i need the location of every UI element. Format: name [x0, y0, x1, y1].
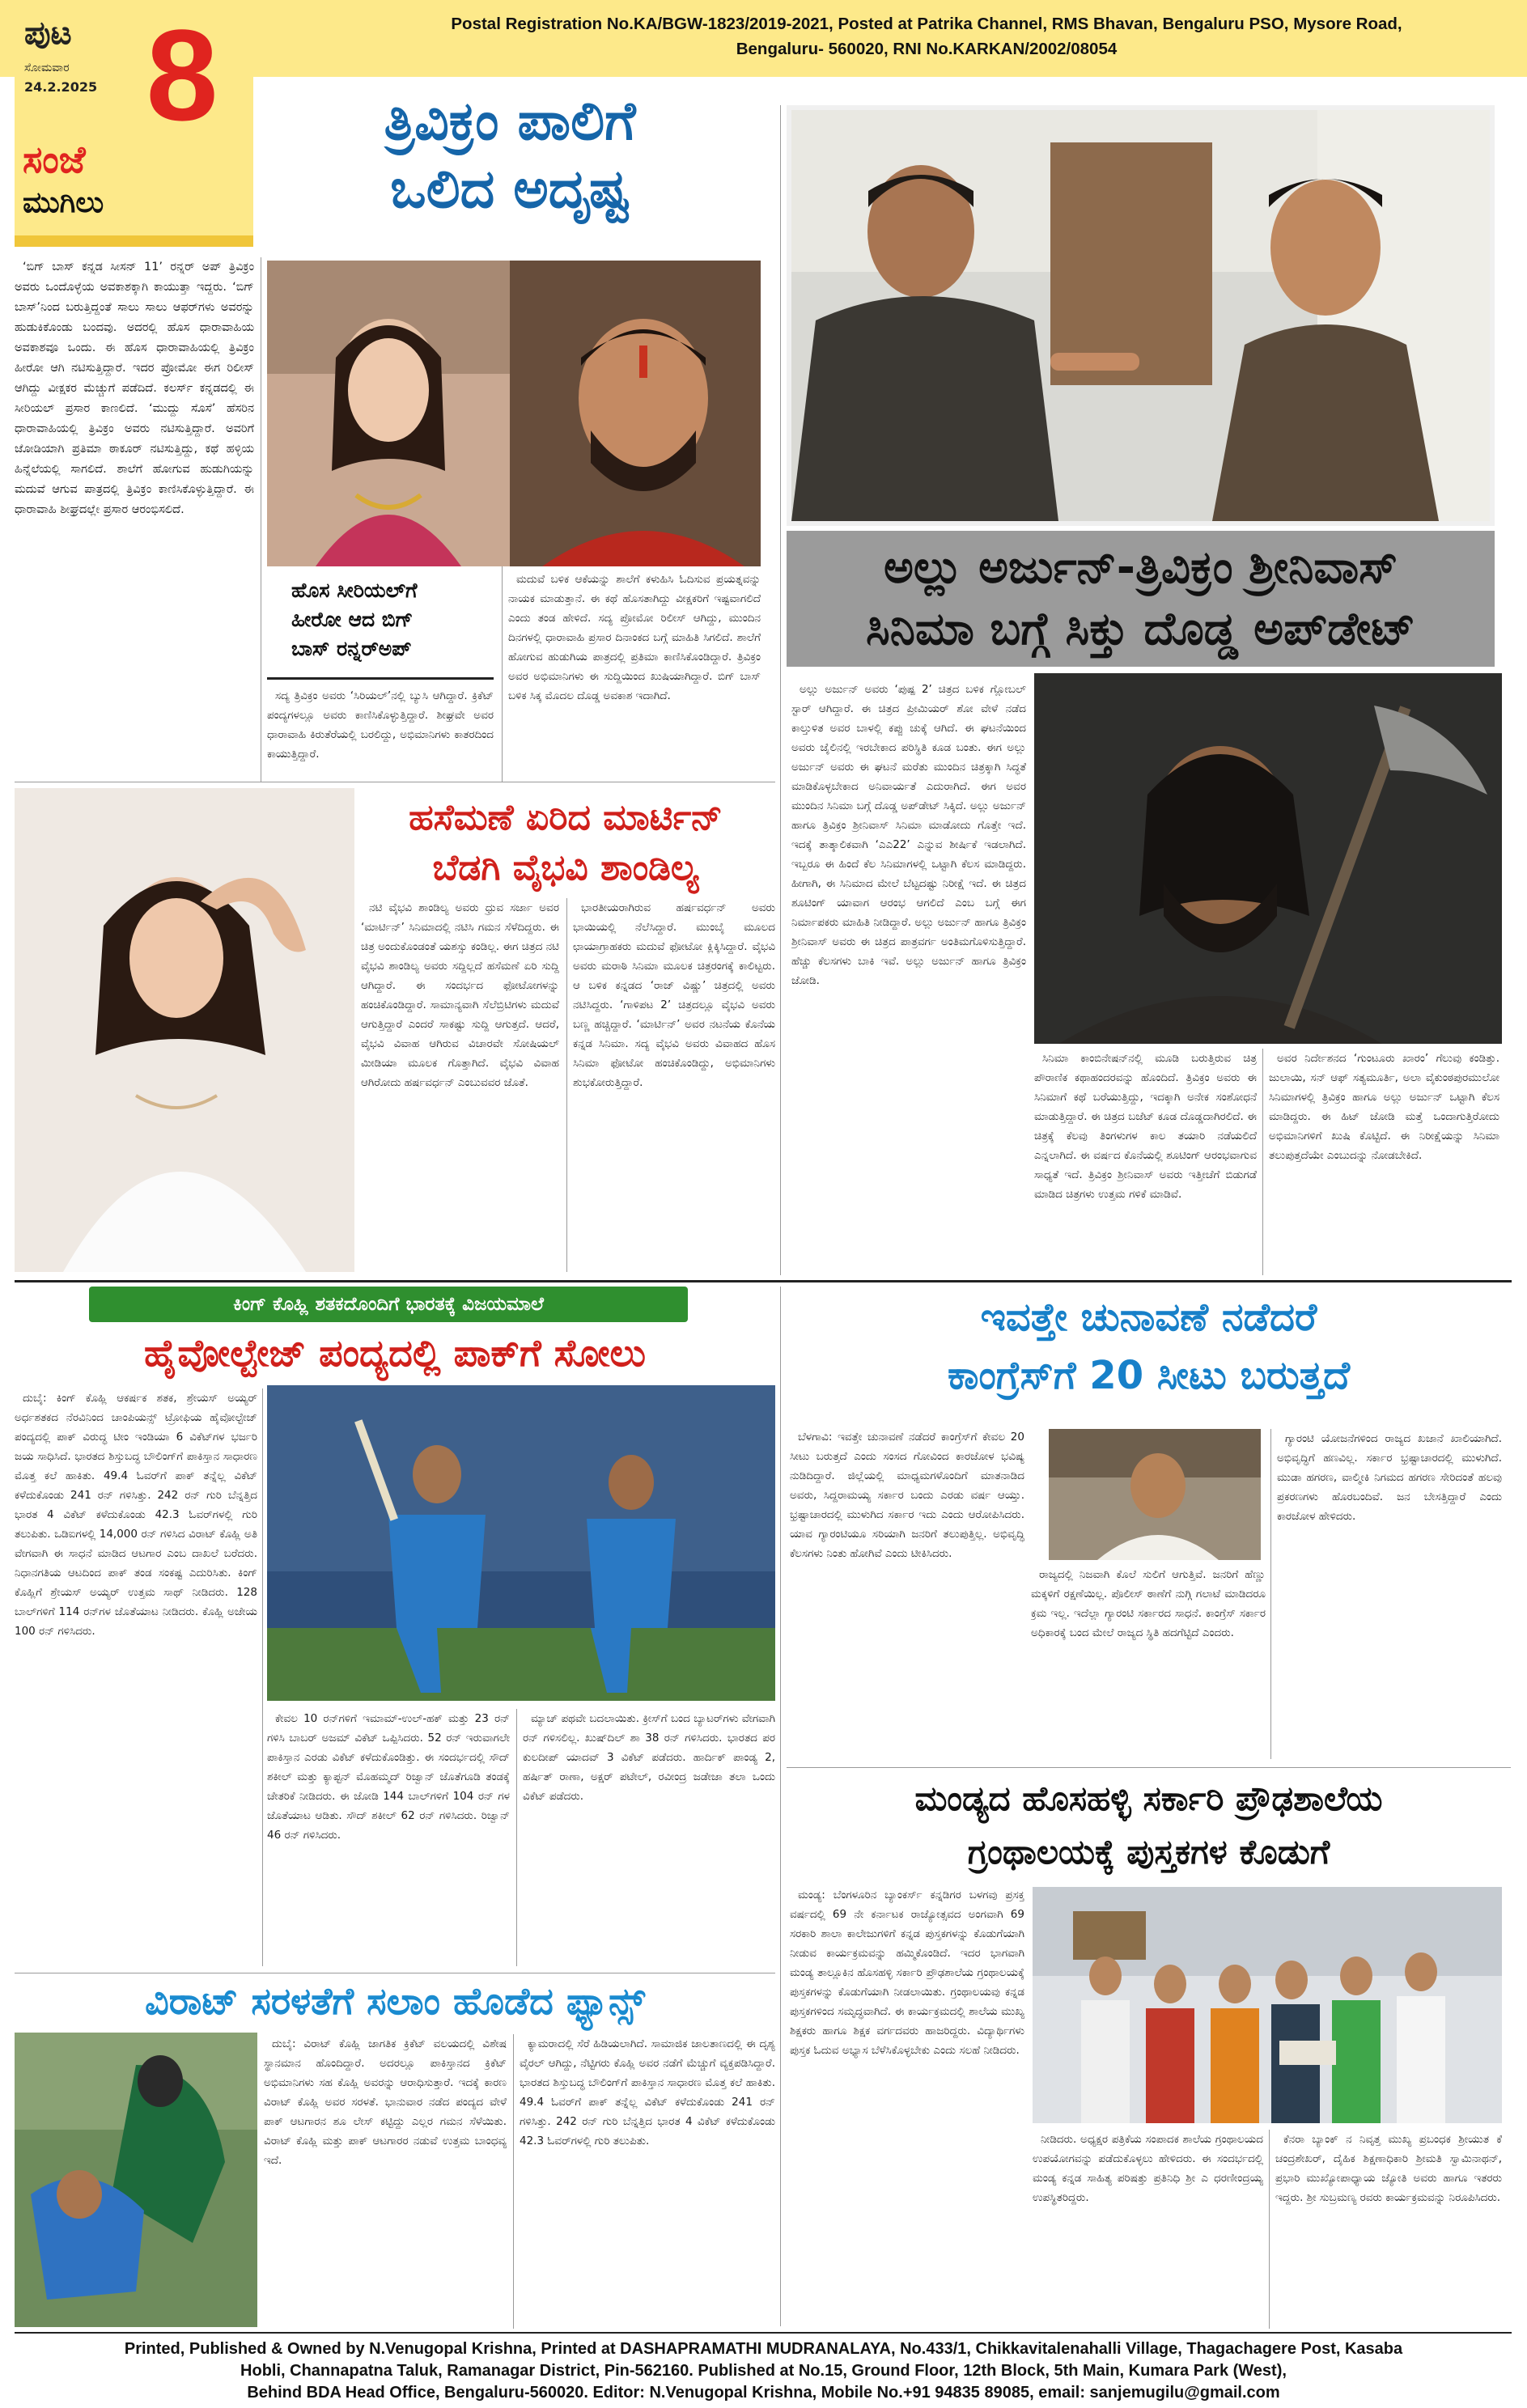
pushpa-poster-photo	[1034, 673, 1502, 1044]
story4-col2-text: ಕೇವಲ 10 ರನ್‌ಗಳಿಗೆ ಇಮಾಮ್-ಉಲ್-ಹಕ್ ಮತ್ತು 23 ರನ್ ಗಳಿಸಿ ಬಾಬರ್ ಅಜಮ್ ವಿಕೆಟ್ ಒಪ್ಪಿಸಿದರು. 52 ರನ್ ಇರುವಾಗಲೇ ಪಾಕಿಸ್ತಾನ ಎರಡು ವಿಕೆಟ್ ಕಳೆದುಕೊಂಡಿತ್ತು. ಈ ಸಂದರ್ಭದಲ್ಲಿ ಸೌದ್ ಶಕೀಲ್ ಮತ್ತು ಕ್ಯಾಪ್ಟನ್ ಮೊಹಮ್ಮದ್ ರಿಜ್ವಾನ್ ಜೊತೆಗೂಡಿ ತಂಡಕ್ಕೆ ಚೇತರಿಕೆ ನೀಡಿದರು. ಈ ಜೋಡಿ 144 ಬಾಲ್‌ಗಳಿಗೆ 104 ರನ್ ಗಳ ಜೊತೆಯಾಟ ಆಡಿತು. ಸೌದ್ ಶಕೀಲ್ 62 ರನ್ ಗಳಿಸಿದರು. ರಿಜ್ವಾನ್ 46 ರನ್ ಗಳಿಸಿದರು.	[267, 1712, 510, 1842]
footer-line2: Hobli, Channapatna Taluk, Ramanagar District, Pin-562160. Published at No.15, Ground Floor, 12th Block, 5th Main, Kumara Park (West),	[240, 2362, 1287, 2380]
story5-col1	[790, 1427, 1024, 1759]
virat-shoelace-photo	[15, 2033, 257, 2327]
story2-col3-text: ಅವರ ನಿರ್ದೇಶನದ ‘ಗುಂಟೂರು ಖಾರಂ’ ಗೆಲುವು ಕಂಡಿತ್ತು. ಜುಲಾಯಿ, ಸನ್ ಆಫ್ ಸತ್ಯಮೂರ್ತಿ, ಅಲಾ ವೈಕುಂಠಪುರಮುಲೋ ಸಿನಿಮಾಗಳಲ್ಲಿ ತ್ರಿವಿಕ್ರಂ ಹಾಗೂ ಅಲ್ಲು ಅರ್ಜುನ್ ಒಟ್ಟಾಗಿ ಕೆಲಸ ಮಾಡಿದ್ದರು. ಈ ಹಿಟ್ ಜೋಡಿ ಮತ್ತೆ ಒಂದಾಗುತ್ತಿರೋದು ಅಭಿಮಾನಿಗಳಿಗೆ ಖುಷಿ ಕೊಟ್ಟಿದೆ. ಈ ನಿರೀಕ್ಷೆಯನ್ನು ಸಿನಿಮಾ ತಲುಪುತ್ತದೆಯೇ ಎಂಬುದನ್ನು ನೋಡಬೇಕಿದೆ.	[1269, 1052, 1499, 1162]
caption-line3: ಬಾಸ್ ರನ್ನರ್‌ಅಪ್	[291, 637, 412, 660]
story3-headline	[356, 793, 775, 893]
paper-name-line1: ಸಂಜೆ	[23, 138, 86, 181]
story6-col2-text: ನೀಡಿದರು. ಅಧ್ಯಕ್ಷರ ಪತ್ರಿಕೆಯ ಸಂಪಾದಕ ಶಾಲೆಯ ಗ್ರಂಥಾಲಯದ ಉಪಯೋಗವನ್ನು ಪಡೆದುಕೊಳ್ಳಲು ಹೇಳಿದರು. ಈ ಸಂದರ್ಭದಲ್ಲಿ ಮಂಡ್ಯ ಕನ್ನಡ ಸಾಹಿತ್ಯ ಪರಿಷತ್ತು ಪ್ರತಿನಿಧಿ ಶ್ರೀ ಎ ಧರಣೀಂದ್ರಯ್ಯ ಉಪಸ್ಥಿತರಿದ್ದರು.	[1033, 2133, 1263, 2204]
karjol-photo	[1049, 1429, 1261, 1560]
footer-rule	[15, 2332, 1512, 2334]
issue-date: 24.2.2025	[24, 79, 98, 95]
story5-col3	[1277, 1429, 1502, 1759]
story6-col1	[790, 1885, 1024, 2329]
story5-headline-line1: ಇವತ್ತೇ ಚುನಾವಣೆ ನಡೆದರೆ	[980, 1295, 1317, 1340]
story5-headline-line2: ಕಾಂಗ್ರೆಸ್‌ಗೆ 20 ಸೀಟು ಬರುತ್ತದೆ	[947, 1353, 1351, 1398]
story7-col2	[520, 2034, 775, 2329]
story3-headline-line1: ಹಸೆಮಣೆ ಏರಿದ ಮಾರ್ಟಿನ್	[409, 797, 723, 838]
story2-col1-text: ಅಲ್ಲು ಅರ್ಜುನ್ ಅವರು ‘ಪುಷ್ಪ 2’ ಚಿತ್ರದ ಬಳಿಕ ಗ್ಲೋಬಲ್ ಸ್ಟಾರ್ ಆಗಿದ್ದಾರೆ. ಈ ಚಿತ್ರದ ಪ್ರೀಮಿಯರ್ ಶೋ ವೇಳೆ ನಡೆದ ಕಾಲ್ತುಳಿತ ಅವರ ಬಾಳಲ್ಲಿ ಕಪ್ಪು ಚುಕ್ಕೆ ಆಗಿದೆ. ಈ ಘಟನೆಯಿಂದ ಅವರು ಜೈಲಿನಲ್ಲಿ ಇರಬೇಕಾದ ಪರಿಸ್ಥಿತಿ ಕೂಡ ಬಂತು. ಈಗ ಅಲ್ಲು ಅರ್ಜುನ್ ಅವರು ಈ ಘಟನೆ ಮರೆತು ಮುಂದಿನ ಚಿತ್ರಕ್ಕಾಗಿ ಸಿದ್ಧತೆ ಮಾಡಿಕೊಳ್ಳಬೇಕಾದ ಅನಿವಾರ್ಯತೆ ಎದುರಾಗಿದೆ. ಈಗ ಅವರ ಮುಂದಿನ ಸಿನಿಮಾ ಬಗ್ಗೆ ದೊಡ್ಡ ಅಪ್‌ಡೇಟ್ ಸಿಕ್ಕಿದೆ. ಅಲ್ಲು ಅರ್ಜುನ್ ಹಾಗೂ ತ್ರಿವಿಕ್ರಂ ಶ್ರೀನಿವಾಸ್ ಸಿನಿಮಾ ಮಾಡೋದು ಗೊತ್ತೇ ಇದೆ. ಇದಕ್ಕೆ ತಾತ್ಕಾಲಿಕವಾಗಿ ‘ಎಎ22’ ಎನ್ನುವ ಶೀರ್ಷಿಕೆ ಇಡಲಾಗಿದೆ. ಇಬ್ಬರೂ ಈ ಹಿಂದೆ ಕೆಲ ಸಿನಿಮಾಗಳಲ್ಲಿ ಒಟ್ಟಾಗಿ ಕೆಲಸ ಮಾಡಿದ್ದರು. ಹೀಗಾಗಿ, ಈ ಸಿನಿಮಾದ ಮೇಲೆ ಬೆಟ್ಟದಷ್ಟು ನಿರೀಕ್ಷೆ ಇದೆ. ಈ ಚಿತ್ರದ ಶೂಟಿಂಗ್ ಯಾವಾಗ ಆರಂಭ ಆಗಲಿದೆ ಎಂಬ ಬಗ್ಗೆ ಈಗ ನಿರ್ಮಾಪಕರು ಮಾಹಿತಿ ನೀಡಿದ್ದಾರೆ. ಅಲ್ಲು ಅರ್ಜುನ್ ಹಾಗೂ ತ್ರಿವಿಕ್ರಂ ಶ್ರೀನಿವಾಸ್ ಅವರು ಈ ಚಿತ್ರದ ಪಾತ್ರವರ್ಗ ಅಂತಿಮಗೊಳಿಸುತ್ತಿದ್ದಾರೆ. ಹೆಚ್ಚು ಕೆಲಸಗಳು ಬಾಕಿ ಇವೆ. ಅಲ್ಲು ಅರ್ಜುನ್ ಹಾಗೂ ತ್ರಿವಿಕ್ರಂ ಜೋಡಿ.	[791, 683, 1026, 987]
column-rule	[1262, 1049, 1263, 1275]
column-rule-main	[780, 105, 781, 1275]
story6-headline-line1: ಮಂಡ್ಯದ ಹೊಸಹಳ್ಳಿ ಸರ್ಕಾರಿ ಪ್ರೌಢಶಾಲೆಯ	[914, 1778, 1383, 1818]
story5-col3-text: ಗ್ಯಾರಂಟಿ ಯೋಜನೆಗಳಿಂದ ರಾಜ್ಯದ ಖಜಾನೆ ಖಾಲಿಯಾಗಿದೆ. ಅಭಿವೃದ್ಧಿಗೆ ಹಣವಿಲ್ಲ. ಸರ್ಕಾರ ಭ್ರಷ್ಟಾಚಾರದಲ್ಲಿ ಮುಳುಗಿದೆ. ಮುಡಾ ಹಗರಣ, ವಾಲ್ಮೀಕಿ ನಿಗಮದ ಹಗರಣ ಸೇರಿದಂತೆ ಹಲವು ಪ್ರಕರಣಗಳು ಹೊರಬಂದಿವೆ. ಜನ ಬೇಸತ್ತಿದ್ದಾರೆ ಎಂದು ಕಾರಜೋಳ ಹೇಳಿದರು.	[1277, 1432, 1502, 1523]
allu-trivikram-photo	[787, 105, 1495, 526]
story4-col3-text: ಮ್ಯಾಚ್ ಪಥವೇ ಬದಲಾಯಿತು. ಕ್ರೀಸ್‌ಗೆ ಬಂದ ಬ್ಯಾಟರ್‌ಗಳು ವೇಗವಾಗಿ ರನ್ ಗಳಿಸಲಿಲ್ಲ. ಖುಷ್‌ದಿಲ್ ಶಾ 38 ರನ್ ಗಳಿಸಿದರು. ಭಾರತದ ಪರ ಕುಲದೀಪ್ ಯಾದವ್ 3 ವಿಕೆಟ್ ಪಡೆದರು. ಹಾರ್ದಿಕ್ ಪಾಂಡ್ಯ 2, ಹರ್ಷಿತ್ ರಾಣಾ, ಅಕ್ಷರ್ ಪಟೇಲ್, ರವೀಂದ್ರ ಜಡೇಜಾ ತಲಾ ಒಂದು ವಿಕೆಟ್ ಪಡೆದರು.	[523, 1712, 775, 1803]
story6-col2	[1033, 2130, 1263, 2329]
story1-headline-line2: ಒಲಿದ ಅದೃಷ್ಟ	[390, 158, 630, 220]
footer-line1: Printed, Published & Owned by N.Venugopal Krishna, Printed at DASHAPRAMATHI MUDRANALAYA, No.433/1, Chikkavitalenahalli Village, Thagachagere Post, Kasaba	[124, 2340, 1403, 2358]
story7-headline: ವಿರಾಟ್ ಸರಳತೆಗೆ ಸಲಾಂ ಹೊಡೆದ ಫ್ಯಾನ್ಸ್	[145, 1979, 645, 2023]
story7-col1	[264, 2034, 507, 2329]
column-rule	[262, 1388, 263, 1966]
story1-col2b-text: ಸದ್ಯ ತ್ರಿವಿಕ್ರಂ ಅವರು ‘ಸಿರಿಯಲ್’ನಲ್ಲಿ ಬ್ಯುಸಿ ಆಗಿದ್ದಾರೆ. ಕ್ರಿಕೆಟ್ ಪಂದ್ಯಗಳಲ್ಲೂ ಅವರು ಕಾಣಿಸಿಕೊಳ್ಳುತ್ತಿದ್ದಾರೆ. ಶೀಘ್ರವೇ ಅವರ ಧಾರಾವಾಹಿ ಕಿರುತೆರೆಯಲ್ಲಿ ಬರಲಿದ್ದು, ಅಭಿಮಾನಿಗಳು ಕಾತರದಿಂದ ಕಾಯುತ್ತಿದ್ದಾರೆ.	[267, 689, 494, 761]
column-rule	[513, 2034, 514, 2329]
story5-col1-text: ಬೆಳಗಾವಿ: ಇವತ್ತೇ ಚುನಾವಣೆ ನಡೆದರೆ ಕಾಂಗ್ರೆಸ್‌ಗೆ ಕೇವಲ 20 ಸೀಟು ಬರುತ್ತದೆ ಎಂದು ಸಂಸದ ಗೋವಿಂದ ಕಾರಜೋಳ ಭವಿಷ್ಯ ನುಡಿದಿದ್ದಾರೆ. ಜಿಲ್ಲೆಯಲ್ಲಿ ಮಾಧ್ಯಮಗಳೊಂದಿಗೆ ಮಾತನಾಡಿದ ಅವರು, ಸಿದ್ದರಾಮಯ್ಯ ಸರ್ಕಾರ ಬಂದು ಎರಡು ವರ್ಷ ಆಯ್ತು. ಭ್ರಷ್ಟಾಚಾರದಲ್ಲಿ ಮುಳುಗಿದ ಸರ್ಕಾರ ಇದು ಎಂದು ಆರೋಪಿಸಿದರು. ಯಾವ ಗ್ಯಾರಂಟಿಯೂ ಸರಿಯಾಗಿ ಜನರಿಗೆ ತಲುಪುತ್ತಿಲ್ಲ. ಅಭಿವೃದ್ಧಿ ಕೆಲಸಗಳು ನಿಂತು ಹೋಗಿವೆ ಎಂದು ಟೀಕಿಸಿದರು.	[790, 1431, 1024, 1560]
day-name: ಸೋಮವಾರ	[24, 61, 70, 74]
story2-col2	[1034, 1049, 1257, 1275]
page-number: 8	[146, 2, 218, 147]
column-rule	[516, 1709, 517, 1966]
page-label: ಪುಟ	[24, 15, 72, 52]
caption-line1: ಹೊಸ ಸೀರಿಯಲ್‌ಗೆ	[291, 579, 418, 602]
story3-col2	[573, 898, 775, 1272]
section-rule-thick	[15, 1280, 1512, 1282]
story1-col2b	[267, 686, 494, 782]
paper-name-line2: ಮುಗಿಲು	[23, 186, 104, 219]
story6-col3	[1275, 2130, 1502, 2329]
story2-headline	[787, 537, 1495, 660]
story1-col3	[508, 570, 761, 782]
story2-col2-text: ಸಿನಿಮಾ ಕಾಂಬಿನೇಷನ್‌ನಲ್ಲಿ ಮೂಡಿ ಬರುತ್ತಿರುವ ಚಿತ್ರ ಪೌರಾಣಿಕ ಕಥಾಹಂದರವನ್ನು ಹೊಂದಿದೆ. ತ್ರಿವಿಕ್ರಂ ಅವರು ಈ ಸಿನಿಮಾಗೆ ಕಥೆ ಬರೆಯುತ್ತಿದ್ದು, ಇದಕ್ಕಾಗಿ ಅನೇಕ ಸಂಶೋಧನೆ ಮಾಡುತ್ತಿದ್ದಾರೆ. ಈ ಚಿತ್ರದ ಬಜೆಟ್ ಕೂಡ ದೊಡ್ಡದಾಗಿರಲಿದೆ. ಈ ಚಿತ್ರಕ್ಕೆ ಕೆಲವು ತಿಂಗಳುಗಳ ಕಾಲ ತಯಾರಿ ನಡೆಯಲಿದೆ ಎನ್ನಲಾಗಿದೆ. ಈ ವರ್ಷದ ಕೊನೆಯಲ್ಲಿ ಶೂಟಿಂಗ್ ಆರಂಭವಾಗುವ ಸಾಧ್ಯತೆ ಇದೆ. ತ್ರಿವಿಕ್ರಂ ಶ್ರೀನಿವಾಸ್ ಅವರು ಇತ್ತೀಚೆಗೆ ಬಿಡುಗಡೆ ಮಾಡಿದ ಚಿತ್ರಗಳು ಉತ್ತಮ ಗಳಿಕೆ ಮಾಡಿವೆ.	[1034, 1052, 1257, 1201]
story1-headline	[267, 87, 753, 223]
story1-col1	[15, 257, 254, 782]
story3-col1	[361, 898, 559, 1272]
vaibhavi-photo	[15, 788, 354, 1272]
story3-col2-text: ಭಾರತೀಯರಾಗಿರುವ ಹರ್ಷವರ್ಧನ್ ಅವರು ಭಾಯಿಯಲ್ಲಿ ನೆಲೆಸಿದ್ದಾರೆ. ಮುಂಬೈ ಮೂಲದ ಛಾಯಾಗ್ರಾಹಕರು ಮದುವೆ ಫೋಟೋ ಕ್ಲಿಕ್ಕಿಸಿದ್ದಾರೆ. ವೈಭವಿ ಅವರು ಮರಾಠಿ ಸಿನಿಮಾ ಮೂಲಕ ಚಿತ್ರರಂಗಕ್ಕೆ ಕಾಲಿಟ್ಟರು. ಆ ಬಳಿಕ ಕನ್ನಡದ ‘ರಾಜ್ ವಿಷ್ಣು’ ಚಿತ್ರದಲ್ಲಿ ಅವರು ನಟಿಸಿದ್ದರು. ‘ಗಾಳಿಪಟ 2’ ಚಿತ್ರದಲ್ಲೂ ವೈಭವಿ ಅವರು ಬಣ್ಣ ಹಚ್ಚಿದ್ದಾರೆ. ‘ಮಾರ್ಟಿನ್’ ಅವರ ನಟನೆಯ ಕೊನೆಯ ಕನ್ನಡ ಸಿನಿಮಾ. ಸದ್ಯ ವೈಭವಿ ಅವರು ವಿವಾಹದ ಹೊಸ ಸಿನಿಮಾ ಫೋಟೋ ಹಂಚಿಕೊಂಡಿದ್ದು, ಅಭಿಮಾನಿಗಳು ಶುಭಕೋರುತ್ತಿದ್ದಾರೆ.	[573, 901, 775, 1089]
cricket-photo	[267, 1385, 775, 1701]
story1-caption	[267, 566, 494, 680]
story2-headline-line2: ಸಿನಿಮಾ ಬಗ್ಗೆ ಸಿಕ್ತು ದೊಡ್ಡ ಅಪ್‌ಡೇಟ್	[866, 603, 1415, 655]
book-donation-photo	[1033, 1887, 1502, 2123]
story2-col3	[1269, 1049, 1499, 1275]
story4-col1	[15, 1388, 257, 1966]
story6-col3-text: ಕೆನರಾ ಬ್ಯಾಂಕ್ ನ ನಿವೃತ್ತ ಮುಖ್ಯ ಪ್ರಬಂಧಕ ಶ್ರೀಯುತ ಕೆ ಚಂದ್ರಶೇಖರ್, ದೈಹಿಕ ಶಿಕ್ಷಣಾಧಿಕಾರಿ ಶ್ರೀಮತಿ ಸ್ವಾಮಿನಾಥನ್, ಪ್ರಭಾರಿ ಮುಖ್ಯೋಪಾಧ್ಯಾಯ ಜ್ಯೋತಿ ಅವರು ಹಾಗೂ ಇತರರು ಇದ್ದರು. ಶ್ರೀ ಸುಬ್ರಮಣ್ಯ ರವರು ಕಾರ್ಯಕ್ರಮವನ್ನು ನಿರೂಪಿಸಿದರು.	[1275, 2133, 1502, 2204]
column-rule	[502, 566, 503, 782]
story4-col3	[523, 1709, 775, 1966]
column-rule	[566, 898, 567, 1272]
story3-headline-line2: ಬೆಡಗಿ ವೈಭವಿ ಶಾಂಡಿಲ್ಯ	[432, 847, 699, 888]
story7-col2-text: ಕ್ಯಾಮರಾದಲ್ಲಿ ಸೆರೆ ಹಿಡಿಯಲಾಗಿದೆ. ಸಾಮಾಜಿಕ ಜಾಲತಾಣದಲ್ಲಿ ಈ ದೃಶ್ಯ ವೈರಲ್ ಆಗಿದ್ದು, ನೆಟ್ಟಿಗರು ಕೊಹ್ಲಿ ಅವರ ನಡೆಗೆ ಮೆಚ್ಚುಗೆ ವ್ಯಕ್ತಪಡಿಸಿದ್ದಾರೆ. ಭಾರತದ ಶಿಸ್ತುಬದ್ಧ ಬೌಲಿಂಗ್‌ಗೆ ಪಾಕಿಸ್ತಾನ ಸಾಧಾರಣ ಮೊತ್ತ ಕಲೆ ಹಾಕಿತು. 49.4 ಓವರ್‌ಗೆ ಪಾಕ್ ತನ್ನೆಲ್ಲ ವಿಕೆಟ್ ಕಳೆದುಕೊಂಡು 241 ರನ್ ಗಳಿಸಿತ್ತು. 242 ರನ್ ಗುರಿ ಬೆನ್ನತ್ತಿದ ಭಾರತ 4 ವಿಕೆಟ್ ಕಳೆದುಕೊಂಡು 42.3 ಓವರ್‌ಗಳಲ್ಲಿ ಗುರಿ ತಲುಪಿತು.	[520, 2037, 775, 2147]
column-rule	[1270, 1429, 1271, 1759]
story2-col1	[791, 680, 1026, 1042]
story7-col1-text: ದುಬೈ: ವಿರಾಟ್ ಕೊಹ್ಲಿ ಜಾಗತಿಕ ಕ್ರಿಕೆಟ್ ವಲಯದಲ್ಲಿ ವಿಶೇಷ ಸ್ಥಾನಮಾನ ಹೊಂದಿದ್ದಾರೆ. ಅದರಲ್ಲೂ ಪಾಕಿಸ್ತಾನದ ಕ್ರಿಕೆಟ್ ಅಭಿಮಾನಿಗಳು ಸಹ ಕೊಹ್ಲಿ ಅವರನ್ನು ಆರಾಧಿಸುತ್ತಾರೆ. ಇದಕ್ಕೆ ಕಾರಣ ವಿರಾಟ್ ಕೊಹ್ಲಿ ಅವರ ಸರಳತೆ. ಭಾನುವಾರ ನಡೆದ ಪಂದ್ಯದ ವೇಳೆ ಪಾಕ್ ಆಟಗಾರನ ಶೂ ಲೇಸ್ ಕಟ್ಟಿದ್ದು ಎಲ್ಲರ ಗಮನ ಸೆಳೆಯಿತು. ವಿರಾಟ್ ಕೊಹ್ಲಿ ಮತ್ತು ಪಾಕ್ ಆಟಗಾರರ ನಡುವೆ ಉತ್ತಮ ಬಾಂಧವ್ಯ ಇದೆ.	[264, 2037, 507, 2167]
story1-col1-text: ‘ಬಿಗ್ ಬಾಸ್ ಕನ್ನಡ ಸೀಸನ್ 11’ ರನ್ನರ್ ಅಪ್ ತ್ರಿವಿಕ್ರಂ ಅವರು ಒಂದೊಳ್ಳೆಯ ಅವಕಾಶಕ್ಕಾಗಿ ಕಾಯುತ್ತಾ ಇದ್ದರು. ‘ಬಿಗ್ ಬಾಸ್’ನಿಂದ ಬರುತ್ತಿದ್ದಂತೆ ಸಾಲು ಸಾಲು ಆಫರ್‌ಗಳು ಅವರನ್ನು ಹುಡುಕಿಕೊಂಡು ಬಂದವು. ಅದರಲ್ಲಿ ಹೊಸ ಧಾರಾವಾಹಿಯ ಅವಕಾಶವೂ ಒಂದು. ಈ ಹೊಸ ಧಾರಾವಾಹಿಯಲ್ಲಿ ತ್ರಿವಿಕ್ರಂ ಹೀರೋ ಆಗಿ ನಟಿಸುತ್ತಿದ್ದಾರೆ. ಇದರ ಪ್ರೋಮೋ ಈಗ ರಿಲೀಸ್ ಆಗಿದ್ದು ವೀಕ್ಷಕರ ಮೆಚ್ಚುಗೆ ಪಡೆದಿದೆ. ಕಲರ್ಸ್ ಕನ್ನಡದಲ್ಲಿ ಈ ಸೀರಿಯಲ್ ಪ್ರಸಾರ ಕಾಣಲಿದೆ. ‘ಮುದ್ದು ಸೊಸೆ’ ಹೆಸರಿನ ಧಾರಾವಾಹಿಯಲ್ಲಿ ತ್ರಿವಿಕ್ರಂ ಅವರು ನಟಿಸುತ್ತಿದ್ದಾರೆ. ಅವರಿಗೆ ಜೋಡಿಯಾಗಿ ಪ್ರತಿಮಾ ಠಾಕೂರ್ ನಟಿಸುತ್ತಿದ್ದು, ಕಥೆ ಹಳ್ಳಿಯ ಹಿನ್ನೆಲೆಯಲ್ಲಿ ಸಾಗಲಿದೆ. ಶಾಲೆಗೆ ಹೋಗುವ ಹುಡುಗಿಯನ್ನು ಮದುವೆ ಆಗುವ ಪಾತ್ರದಲ್ಲಿ ತ್ರಿವಿಕ್ರಂ ಕಾಣಿಸಿಕೊಳ್ಳುತ್ತಿದ್ದಾರೆ. ಈ ಧಾರಾವಾಹಿ ಶೀಘ್ರದಲ್ಲೇ ಪ್ರಸಾರ ಆರಂಭಿಸಲಿದೆ.	[15, 261, 254, 516]
story6-headline	[787, 1772, 1511, 1879]
imprint-footer	[0, 2338, 1527, 2408]
story4-col1-text: ದುಬೈ: ಕಿಂಗ್ ಕೊಹ್ಲಿ ಆಕರ್ಷಕ ಶತಕ, ಶ್ರೇಯಸ್ ಅಯ್ಯರ್ ಅರ್ಧಶತಕದ ನೆರವಿನಿಂದ ಚಾಂಪಿಯನ್ಸ್ ಟ್ರೋಫಿಯ ಹೈವೋಲ್ಟೇಜ್ ಪಂದ್ಯದಲ್ಲಿ ಪಾಕ್ ವಿರುದ್ಧ ಟೀಂ ಇಂಡಿಯಾ 6 ವಿಕೆಟ್‌ಗಳ ಭರ್ಜರಿ ಜಯ ಸಾಧಿಸಿದೆ. ಭಾರತದ ಶಿಸ್ತುಬದ್ಧ ಬೌಲಿಂಗ್‌ಗೆ ಪಾಕಿಸ್ತಾನ ಸಾಧಾರಣ ಮೊತ್ತ ಕಲೆ ಹಾಕಿತು. 49.4 ಓವರ್‌ಗೆ ಪಾಕ್ ತನ್ನೆಲ್ಲ ವಿಕೆಟ್ ಕಳೆದುಕೊಂಡು 241 ರನ್ ಗಳಿಸಿತ್ತು. 242 ರನ್ ಗುರಿ ಬೆನ್ನತ್ತಿದ ಭಾರತ 4 ವಿಕೆಟ್ ಕಳೆದುಕೊಂಡು 42.3 ಓವರ್‌ಗಳಲ್ಲಿ ಗುರಿ ತಲುಪಿತು. ಒಡಿಐಗಳಲ್ಲಿ 14,000 ರನ್ ಗಳಿಸಿದ ವಿರಾಟ್ ಕೊಹ್ಲಿ ಅತಿ ವೇಗವಾಗಿ ಈ ಸಾಧನೆ ಮಾಡಿದ ಆಟಗಾರ ಎಂಬ ದಾಖಲೆ ಬರೆದರು. ನಿಧಾನಗತಿಯ ಆಟದಿಂದ ಪಾಕ್ ತಂಡ ಸಂಕಷ್ಟ ಎದುರಿಸಿತು. ಕಿಂಗ್ ಕೊಹ್ಲಿಗೆ ಶ್ರೇಯಸ್ ಅಯ್ಯರ್ ಉತ್ತಮ ಸಾಥ್ ನೀಡಿದರು. 128 ಬಾಲ್‌ಗಳಿಗೆ 114 ರನ್‌ಗಳ ಜೊತೆಯಾಟ ನೀಡಿದರು. ಕೊಹ್ಲಿ ಅಜೇಯ 100 ರನ್ ಗಳಿಸಿದರು.	[15, 1392, 257, 1638]
postal-registration	[340, 11, 1513, 61]
story5-col2-text: ರಾಜ್ಯದಲ್ಲಿ ನಿಜವಾಗಿ ಕೊಲೆ ಸುಲಿಗೆ ಆಗುತ್ತಿವೆ. ಜನರಿಗೆ ಹೆಣ್ಣು ಮಕ್ಕಳಿಗೆ ರಕ್ಷಣೆಯಿಲ್ಲ. ಪೊಲೀಸ್ ಠಾಣೆಗೆ ನುಗ್ಗಿ ಗಲಾಟೆ ಮಾಡಿದರೂ ಕ್ರಮ ಇಲ್ಲ. ಇದೆಲ್ಲಾ ಗ್ಯಾರಂಟಿ ಸರ್ಕಾರದ ಸಾಧನೆ. ಕಾಂಗ್ರೆಸ್ ಸರ್ಕಾರ ಅಧಿಕಾರಕ್ಕೆ ಬಂದ ಮೇಲೆ ರಾಜ್ಯದ ಸ್ಥಿತಿ ಹದಗೆಟ್ಟಿದೆ ಎಂದರು.	[1031, 1568, 1266, 1639]
story5-col2	[1031, 1565, 1266, 1759]
column-rule-main-lower	[780, 1287, 781, 2326]
story6-col1-text: ಮಂಡ್ಯ: ಬೆಂಗಳೂರಿನ ಬ್ಯಾಂಕರ್ಸ್ ಕನ್ನಡಿಗರ ಬಳಗವು ಪ್ರಸಕ್ತ ವರ್ಷದಲ್ಲಿ 69 ನೇ ಕರ್ನಾಟಕ ರಾಜ್ಯೋತ್ಸವದ ಅಂಗವಾಗಿ 69 ಸರಕಾರಿ ಶಾಲಾ ಕಾಲೇಜುಗಳಿಗೆ ಕನ್ನಡ ಪುಸ್ತಕಗಳನ್ನು ಕೊಡುಗೆಯಾಗಿ ನೀಡುವ ಕಾರ್ಯಕ್ರಮವನ್ನು ಹಮ್ಮಿಕೊಂಡಿದೆ. ಇದರ ಭಾಗವಾಗಿ ಮಂಡ್ಯ ತಾಲ್ಲೂಕಿನ ಹೊಸಹಳ್ಳಿ ಸರ್ಕಾರಿ ಪ್ರೌಢಶಾಲೆಯ ಗ್ರಂಥಾಲಯಕ್ಕೆ ಪುಸ್ತಕಗಳನ್ನು ಕೊಡುಗೆಯಾಗಿ ನೀಡಲಾಯಿತು. ಗ್ರಂಥಾಲಯವು ಕನ್ನಡ ಪುಸ್ತಕಗಳಿಂದ ಸಮೃದ್ಧವಾಗಿದೆ. ಈ ಕಾರ್ಯಕ್ರಮದಲ್ಲಿ ಶಾಲೆಯ ಮುಖ್ಯ ಶಿಕ್ಷಕರು ಹಾಗೂ ಶಿಕ್ಷಕ ವರ್ಗದವರು ಹಾಜರಿದ್ದರು. ವಿದ್ಯಾರ್ಥಿಗಳು ಪುಸ್ತಕ ಓದುವ ಅಭ್ಯಾಸ ಬೆಳೆಸಿಕೊಳ್ಳಬೇಕು ಎಂದು ಸಲಹೆ ನೀಡಿದರು.	[790, 1889, 1024, 2057]
column-rule	[1269, 2130, 1270, 2329]
story5-headline	[787, 1288, 1511, 1405]
postal-line-2: Bengaluru- 560020, RNI No.KARKAN/2002/08054	[736, 40, 1118, 58]
caption-line2: ಹೀರೋ ಆದ ಬಿಗ್	[291, 608, 414, 631]
postal-line-1: Postal Registration No.KA/BGW-1823/2019-2021, Posted at Patrika Channel, RMS Bhavan, Bengaluru PSO, Mysore Road,	[451, 15, 1402, 33]
story4-headline: ಹೈವೋಲ್ಟೇಜ್ ಪಂದ್ಯದಲ್ಲಿ ಪಾಕ್‌ಗೆ ಸೋಲು	[144, 1331, 646, 1375]
story1-col3-text: ಮದುವೆ ಬಳಿಕ ಆಕೆಯನ್ನು ಶಾಲೆಗೆ ಕಳುಹಿಸಿ ಓದಿಸುವ ಪ್ರಯತ್ನವನ್ನು ನಾಯಕ ಮಾಡುತ್ತಾನೆ. ಈ ಕಥೆ ಹೊಸತಾಗಿದ್ದು ವೀಕ್ಷಕರಿಗೆ ಇಷ್ಟವಾಗಲಿದೆ ಎಂದು ತಂಡ ಹೇಳಿದೆ. ಸದ್ಯ ಪ್ರೋಮೋ ರಿಲೀಸ್ ಆಗಿದ್ದು, ಮುಂದಿನ ದಿನಗಳಲ್ಲಿ ಧಾರಾವಾಹಿ ಪ್ರಸಾರ ದಿನಾಂಕದ ಬಗ್ಗೆ ಮಾಹಿತಿ ಸಿಗಲಿದೆ. ಶಾಲೆಗೆ ಹೋಗುವ ಹುಡುಗಿಯ ಪಾತ್ರದಲ್ಲಿ ಪ್ರತಿಮಾ ಕಾಣಿಸಿಕೊಂಡಿದ್ದಾರೆ. ತ್ರಿವಿಕ್ರಂ ಅವರ ಅಭಿಮಾನಿಗಳು ಈ ಸುದ್ದಿಯಿಂದ ಖುಷಿಯಾಗಿದ್ದಾರೆ. ಬಿಗ್ ಬಾಸ್ ಬಳಿಕ ಸಿಕ್ಕ ಮೊದಲ ದೊಡ್ಡ ಅವಕಾಶ ಇದಾಗಿದೆ.	[508, 573, 761, 702]
story4-tag: ಕಿಂಗ್ ಕೊಹ್ಲಿ ಶತಕದೊಂದಿಗೆ ಭಾರತಕ್ಕೆ ವಿಜಯಮಾಲೆ	[89, 1287, 688, 1322]
story4-col2	[267, 1709, 510, 1966]
footer-line3: Behind BDA Head Office, Bengaluru-560020. Editor: N.Venugopal Krishna, Mobile No.+91 94835 89085, email: sanjemugilu@gmail.com	[247, 2384, 1280, 2402]
section-rule	[787, 1767, 1511, 1768]
story6-headline-line2: ಗ್ರಂಥಾಲಯಕ್ಕೆ ಪುಸ್ತಕಗಳ ಕೊಡುಗೆ	[967, 1832, 1330, 1872]
story2-headline-line1: ಅಲ್ಲು ಅರ್ಜುನ್-ತ್ರಿವಿಕ್ರಂ ಶ್ರೀನಿವಾಸ್	[883, 541, 1398, 594]
story1-headline-line1: ತ್ರಿವಿಕ್ರಂ ಪಾಲಿಗೆ	[384, 90, 636, 152]
actor-photo	[510, 261, 761, 566]
story3-col1-text: ನಟಿ ವೈಭವಿ ಶಾಂಡಿಲ್ಯ ಅವರು ಧ್ರುವ ಸರ್ಜಾ ಅವರ ‘ಮಾರ್ಟಿನ್’ ಸಿನಿಮಾದಲ್ಲಿ ನಟಿಸಿ ಗಮನ ಸೆಳೆದಿದ್ದರು. ಈ ಚಿತ್ರ ಅಂದುಕೊಂಡಂತೆ ಯಶಸ್ಸು ಕಂಡಿಲ್ಲ. ಈಗ ಚಿತ್ರದ ನಟಿ ವೈಭವಿ ಶಾಂಡಿಲ್ಯ ಅವರು ಸದ್ದಿಲ್ಲದೆ ಹಸೆಮಣೆ ಏರಿ ಸುದ್ದಿ ಆಗಿದ್ದಾರೆ. ಈ ಸಂದರ್ಭದ ಫೋಟೋಗಳನ್ನು ಹಂಚಿಕೊಂಡಿದ್ದಾರೆ. ಸಾಮಾನ್ಯವಾಗಿ ಸೆಲೆಬ್ರಿಟಿಗಳು ಮದುವೆ ಆಗುತ್ತಿದ್ದಾರೆ ಎಂದರೆ ಸಾಕಷ್ಟು ಸುದ್ದಿ ಆಗುತ್ತದೆ. ಆದರೆ, ವೈಭವಿ ವಿವಾಹ ಆಗಿರುವ ವಿಚಾರವೇ ಸೋಷಿಯಲ್ ಮೀಡಿಯಾ ಮೂಲಕ ಗೊತ್ತಾಗಿದೆ. ವೈಭವಿ ವಿವಾಹ ಆಗಿರೋದು ಹರ್ಷವರ್ಧನ್ ಎಂಬುವವರ ಜೊತೆ.	[361, 901, 559, 1089]
actress-photo	[267, 261, 510, 566]
